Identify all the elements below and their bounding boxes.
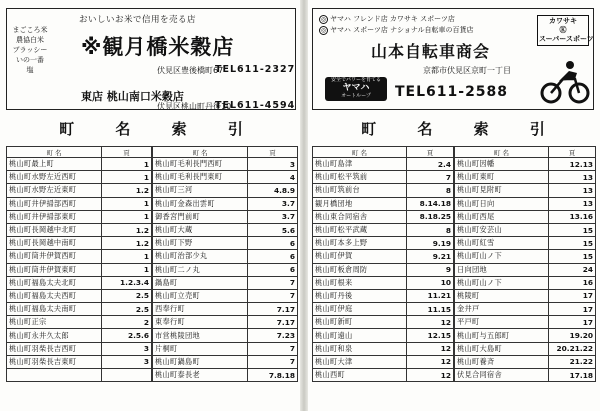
index-row [153,171,298,184]
slogan-line: 塩 [26,66,34,74]
page-number: 1 [102,210,152,223]
branch-address: 伏見区桃山町丹後10 [157,102,232,111]
header-page: 頁 [102,147,152,158]
index-row [313,289,454,302]
index-row [153,342,298,355]
page-number: 17 [549,303,596,316]
shop-name: 山本自転車商会 [371,42,491,61]
index-row [7,303,152,316]
index-row [7,342,152,355]
page-number: 17.18 [549,369,596,382]
header-town: 町 名 [153,147,248,158]
town-name: 桃山町本多上野 [313,237,407,250]
town-name: 桃山町遠山 [313,329,407,342]
town-name: 桃山町最上町 [7,158,102,171]
page-number: 4 [248,171,298,184]
index-row [153,355,298,368]
town-name: 桃山町丹後 [313,289,407,302]
town-name: 桃山町福島太夫南町 [7,303,102,316]
page-number: 6 [248,237,298,250]
page-number: 2.5 [102,303,152,316]
index-row [313,263,454,276]
kawasaki-badge [537,15,594,46]
page-number: 2.5 [102,289,152,302]
slogan-line: ブラッシー [12,46,48,54]
header-town: 町 名 [455,147,549,158]
ad-line-1 [319,14,455,24]
index-row [153,250,298,263]
town-name: 西奉行町 [153,303,248,316]
town-name: 御香宮門前町 [153,210,248,223]
town-name: 桃山町立売町 [153,289,248,302]
town-name: 桃山東合同宿舎 [313,210,407,223]
index-row [455,369,596,382]
page-number: 4.8.9 [248,184,298,197]
town-name: 桃山町与五郎町 [455,329,549,342]
slogan-line: 農協白米 [16,36,44,44]
header-page: 頁 [407,147,454,158]
town-name: 日向団地 [455,263,549,276]
page-number: 12 [407,342,454,355]
town-name: 観月橋団地 [313,197,407,210]
page-number: 7 [248,355,298,368]
index-table [454,146,596,382]
page-number: 12.15 [407,329,454,342]
index-row [455,329,596,342]
town-name: 片桐町 [153,342,248,355]
page-number: 3 [248,158,298,171]
index-row [455,276,596,289]
page-number: 2.5.6 [102,329,152,342]
town-name: 桃山町山ノ下 [455,250,549,263]
town-name: 桃山町松平筑前 [313,171,407,184]
page-number: 2 [102,316,152,329]
page-number: 7 [248,342,298,355]
town-name: 桃山町筑前台 [313,184,407,197]
page-number: 7.17 [248,316,298,329]
town-name: 桃山町板倉周防 [313,263,407,276]
page-number: 12 [407,316,454,329]
page-number: 13 [549,197,596,210]
index-row [313,329,454,342]
town-name: 桃山町伊賀 [313,250,407,263]
town-name: 桃山町大津 [313,355,407,368]
page-number: 7 [248,289,298,302]
title-char: 町 [361,120,377,138]
index-row [313,237,454,250]
town-name: 桃山町大島町 [455,342,549,355]
index-row [313,316,454,329]
index-row [455,171,596,184]
page-number: 24 [549,263,596,276]
logo-small-top: 安全でパワーを育てる [330,77,381,83]
page-number: 20.21.22 [549,342,596,355]
index-row [153,329,298,342]
index-row [455,342,596,355]
index-row [455,250,596,263]
index-row [7,171,152,184]
page-number: 1 [102,171,152,184]
town-name: 桃山町井伊掃部西町 [7,197,102,210]
index-row [7,197,152,210]
index-row [153,316,298,329]
page-number: 15 [549,250,596,263]
motorcycle-icon [539,57,591,105]
town-name: 桃山町筒井伊賀西町 [7,250,102,263]
page-number: 12 [407,355,454,368]
yamaha-emblem-icon: ◎ [320,15,327,23]
page-number: 3 [102,355,152,368]
index-row [455,289,596,302]
index-row [7,289,152,302]
town-name: 桃山町鍋島町 [153,355,248,368]
book-gutter [300,0,308,411]
index-row [153,369,298,382]
yamaha-emblem-icon: ◎ [320,26,327,34]
town-name: 桃山町筒井伊賀東町 [7,263,102,276]
index-row [313,355,454,368]
index-row [153,303,298,316]
page-number: 7 [248,276,298,289]
town-name: 桃山町水野左近西町 [7,171,102,184]
logo-main: ヤマハ [342,83,370,93]
page-number: 8 [407,184,454,197]
ad-tagline: おいしいお米で信用を売る店 [79,15,197,25]
index-row [7,316,152,329]
town-name: 桃山町治部少丸 [153,250,248,263]
page-number: 6 [248,250,298,263]
index-row [153,197,298,210]
index-row [7,223,152,236]
main-tel: TEL611-2327 [215,64,296,75]
town-name: 桃山町長岡越中北町 [7,223,102,236]
page-number: 1 [102,158,152,171]
page-number: 19.20 [549,329,596,342]
index-row [7,158,152,171]
town-name: 市営桃陵団地 [153,329,248,342]
index-table [152,146,298,382]
index-row [153,184,298,197]
page-number: 13 [549,184,596,197]
page-number: 5.6 [248,223,298,236]
town-name: 桃山町東町 [455,171,549,184]
page-number: 2.4 [407,158,454,171]
town-name: 桃山町泰長老 [153,369,248,382]
page-number: 3.7 [248,197,298,210]
town-name: 鍋島町 [153,276,248,289]
index-row [313,197,454,210]
slogan-line: いの一番 [16,56,44,64]
town-name: 桃山町福島太夫西町 [7,289,102,302]
page-number: 3 [102,342,152,355]
page-number: 6 [248,263,298,276]
badge-mid: Ⓚ [559,26,567,34]
index-row [455,184,596,197]
index-row [455,316,596,329]
page-number: 1.2.3.4 [102,276,152,289]
title-char: 索 [473,120,489,138]
index-row [153,289,298,302]
title-char: 町 [59,120,75,138]
ad-line-2-text: ヤマハ スポーツ店 ナショナル自転車の百貨店 [330,26,474,34]
header-town: 町 名 [7,147,102,158]
index-row [455,303,596,316]
town-name: 桃山町日向 [455,197,549,210]
bicycle-shop-ad [312,8,594,110]
town-name: 桃陵町 [455,289,549,302]
right-page [312,8,594,411]
index-table [6,146,152,382]
page-number: 11.21 [407,289,454,302]
page-number: 8 [407,223,454,236]
town-name: 桃山町見附町 [455,184,549,197]
town-name: 桃山町水野左近東町 [7,184,102,197]
page-number: 1.2 [102,223,152,236]
town-name: 桃山町新町 [313,316,407,329]
town-name: 桃山町金森出雲町 [153,197,248,210]
ad-slogan [11,25,49,75]
index-row [153,276,298,289]
page-number: 16 [549,276,596,289]
index-row [455,158,596,171]
town-name: 桃山町西尾 [455,210,549,223]
page-number: 9.19 [407,237,454,250]
page-number: 1 [102,263,152,276]
index-title [312,116,594,142]
page-number: 15 [549,237,596,250]
town-name: 桃山町長岡越中南町 [7,237,102,250]
index-row [153,158,298,171]
town-name: 桃山町井伊掃部東町 [7,210,102,223]
index-row [455,237,596,250]
page-number: 7.23 [248,329,298,342]
logo-small-bottom: オートループ [341,93,371,99]
town-name: 桃山町養斉 [455,355,549,368]
index-row [313,369,454,382]
index-row [313,171,454,184]
index-tables [312,146,594,382]
town-name: 平戸町 [455,316,549,329]
branch-tel: TEL611-4594 [215,100,296,111]
index-row [7,355,152,368]
title-char: 引 [529,120,545,138]
index-row [313,276,454,289]
rice-shop-ad [6,8,296,110]
index-row [455,210,596,223]
index-row [313,342,454,355]
index-table [312,146,454,382]
badge-top: カワサキ [549,17,577,25]
index-row [313,303,454,316]
index-row [7,184,152,197]
title-char: 名 [417,120,433,138]
index-row [7,263,152,276]
page-number: 3.7 [248,210,298,223]
page-number: 8.14.18 [407,197,454,210]
town-name: 桃山町因幡 [455,158,549,171]
index-row [153,223,298,236]
town-name: 桃山町大蔵 [153,223,248,236]
ad-line-2 [319,25,473,35]
town-name: 桃山町下野 [153,237,248,250]
town-name: 桃山町毛利長門西町 [153,158,248,171]
slogan-line: まごころ米 [12,26,48,34]
ad-line-1-text: ヤマハ フレンド店 カワサキ スポーツ店 [330,15,455,23]
page-number: 17 [549,316,596,329]
page-number: 7.8.18 [248,369,298,382]
page-number: 7.17 [248,303,298,316]
town-name: 金井戸 [455,303,549,316]
town-name: 桃山町毛利長門東町 [153,171,248,184]
page-number: 13 [549,171,596,184]
town-name: 桃山町伊庭 [313,303,407,316]
index-row [7,276,152,289]
index-row [7,329,152,342]
page-number: 7 [407,171,454,184]
town-name: 桃山町二ノ丸 [153,263,248,276]
town-name: 桃山町島津 [313,158,407,171]
page-number [102,369,152,382]
left-page [6,8,296,411]
town-name: 桃山町根来 [313,276,407,289]
town-name: 桃山西町 [313,369,407,382]
index-tables [6,146,296,382]
page-number: 21.22 [549,355,596,368]
town-name: 東奉行町 [153,316,248,329]
index-row [313,210,454,223]
town-name: 桃山町山ノ下 [455,276,549,289]
index-row [455,197,596,210]
page-number: 10 [407,276,454,289]
badge-bottom: スーパースポーツ [539,35,594,43]
town-name: 桃山町松平武蔵 [313,223,407,236]
town-name: 桃山町安芸山 [455,223,549,236]
page-number: 15 [549,223,596,236]
index-row [7,369,152,382]
shop-tel: TEL611-2588 [395,84,509,100]
index-row [313,250,454,263]
page-number: 1 [102,197,152,210]
yamaha-logo [325,77,387,101]
town-name: 伏見合同宿舎 [455,369,549,382]
page-number: 9 [407,263,454,276]
index-row [455,263,596,276]
title-char: 名 [115,120,131,138]
town-name: 桃山町羽柴長吉東町 [7,355,102,368]
town-name [7,369,102,382]
index-row [313,158,454,171]
branch-name: 東店 桃山南口米穀店 [81,90,184,103]
index-row [313,223,454,236]
page-number: 11.15 [407,303,454,316]
main-address: 伏見区豊後橋町67 [157,66,224,75]
town-name: 桃山町正宗 [7,316,102,329]
town-name: 桃山町紅雪 [455,237,549,250]
title-char: 索 [171,120,187,138]
shop-address: 京都市伏見区京町一丁目 [423,66,511,75]
index-row [153,263,298,276]
header-page: 頁 [248,147,298,158]
index-row [7,210,152,223]
town-name: 桃山町福島太夫北町 [7,276,102,289]
index-row [455,355,596,368]
page-number: 1.2 [102,184,152,197]
page-number: 9.21 [407,250,454,263]
index-row [7,237,152,250]
index-row [455,223,596,236]
page-number: 1.2 [102,237,152,250]
shop-name: ※観月橋米穀店 [81,35,235,59]
page-number: 8.18.25 [407,210,454,223]
title-char: 引 [227,120,243,138]
town-name: 桃山町和泉 [313,342,407,355]
index-row [153,237,298,250]
index-row [313,184,454,197]
index-row [153,210,298,223]
town-name: 桃山町三河 [153,184,248,197]
page-number: 1 [102,250,152,263]
page-number: 12.13 [549,158,596,171]
index-title [6,116,296,142]
header-town: 町 名 [313,147,407,158]
page-number: 17 [549,289,596,302]
index-row [7,250,152,263]
header-page: 頁 [549,147,596,158]
town-name: 桃山町羽柴長吉西町 [7,342,102,355]
page-number: 13.16 [549,210,596,223]
town-name: 桃山町永井久太郎 [7,329,102,342]
page-number: 12 [407,369,454,382]
